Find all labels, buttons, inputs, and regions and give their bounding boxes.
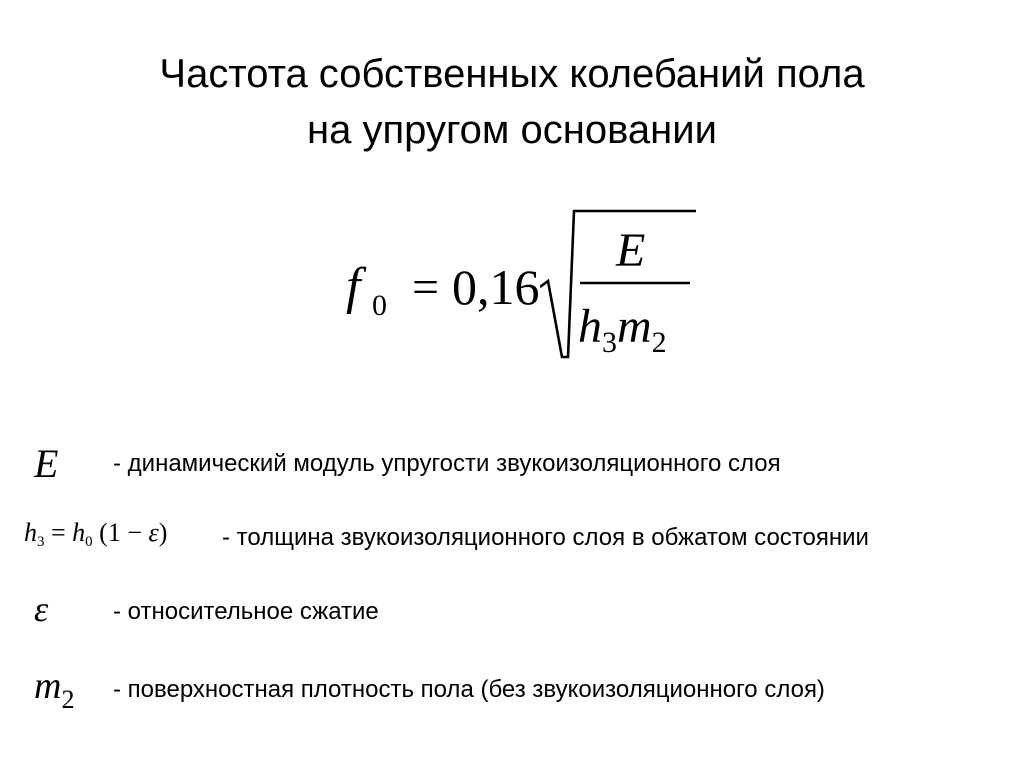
formula-denominator xyxy=(578,299,667,360)
den-m-sub: 2 xyxy=(651,326,667,359)
formula-f-subscript: 0 xyxy=(372,289,387,322)
legend-desc-e: - динамический модуль упругости звукоизоляционного слоя xyxy=(113,450,781,477)
formula-f: f xyxy=(346,258,361,315)
den-h: h xyxy=(578,300,602,353)
slide-title xyxy=(0,46,1024,158)
legend-desc-m2: - поверхностная плотность пола (без звукоизоляционного слоя) xyxy=(113,676,825,703)
legend-symbol-epsilon: ε xyxy=(34,589,49,629)
title-line-1: Частота собственных колебаний пола xyxy=(159,52,865,96)
legend-symbol-m2 xyxy=(34,664,74,715)
formula-numerator: E xyxy=(616,224,646,277)
den-m: m xyxy=(617,300,652,353)
formula-equals: = xyxy=(412,261,440,314)
h3-eq: = xyxy=(44,518,73,547)
h3-rest: (1 − xyxy=(92,518,149,547)
m2-m: m xyxy=(34,665,62,707)
h3-h0: h xyxy=(72,518,86,547)
title-line-2: на упругом основании xyxy=(307,108,717,152)
h3-h: h xyxy=(24,518,37,547)
m2-sub: 2 xyxy=(61,685,75,714)
formula-coefficient: 0,16 xyxy=(452,259,540,315)
h3-close: ) xyxy=(158,518,168,547)
den-h-sub: 3 xyxy=(602,326,617,359)
legend-symbol-h3 xyxy=(24,518,167,551)
h3-sub: 3 xyxy=(37,534,45,550)
h3-h0-sub: 0 xyxy=(85,534,93,550)
legend-desc-h3: - толщина звукоизоляционного слоя в обжатом состоянии xyxy=(222,524,869,551)
legend-symbol-e: E xyxy=(34,441,59,486)
h3-eps: ε xyxy=(148,518,159,547)
main-formula xyxy=(340,205,700,365)
legend-desc-epsilon: - относительное сжатие xyxy=(113,598,379,625)
